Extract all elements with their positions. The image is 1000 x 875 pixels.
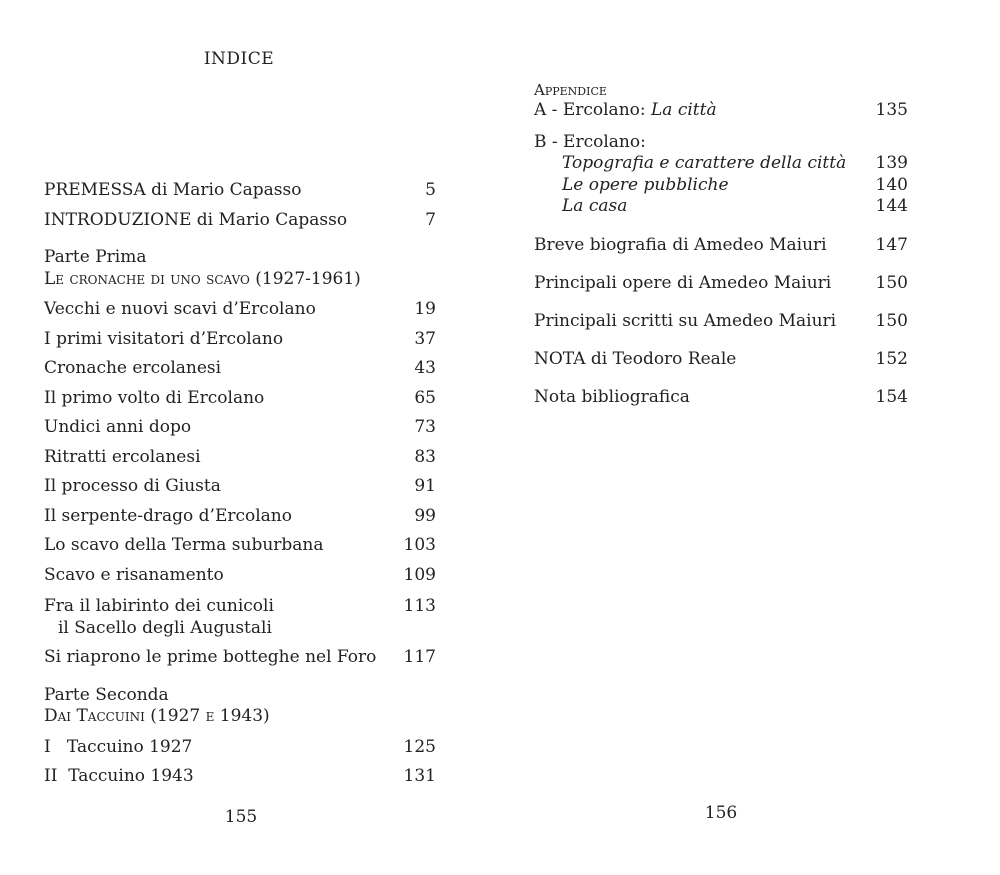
toc-entry-line2: il Sacello degli Augustali xyxy=(58,617,272,638)
toc-entry-page: 91 xyxy=(414,476,436,496)
toc-entry-page: 103 xyxy=(403,535,436,555)
toc-entry-page: 113 xyxy=(403,596,436,616)
toc-entry xyxy=(44,596,436,639)
toc-entry xyxy=(534,378,908,416)
toc-entry-title xyxy=(44,596,396,639)
toc-right xyxy=(534,80,908,416)
part-heading xyxy=(44,685,436,728)
toc-entry-page: 7 xyxy=(425,209,436,230)
toc-entry xyxy=(44,502,436,532)
toc-entry xyxy=(534,226,908,264)
toc-entry-line1: Fra il labirinto dei cunicoli xyxy=(44,596,274,616)
toc-entry xyxy=(44,413,436,443)
toc-entry-title: Il primo volto di Ercolano xyxy=(44,387,265,408)
toc-entry-page: 125 xyxy=(403,736,436,757)
toc-entry-title: Nota bibliografica xyxy=(534,386,690,407)
part-subtitle: Le cronache di uno scavo (1927-1961) xyxy=(44,268,361,289)
toc-entry-title: I primi visitatori d’Ercolano xyxy=(44,328,284,349)
toc-entry-title: La casa xyxy=(562,196,628,216)
toc-subentry xyxy=(534,196,908,218)
toc-entry-title: INTRODUZIONE di Mario Capasso xyxy=(44,209,348,230)
toc-entry xyxy=(44,531,436,561)
toc-entry xyxy=(44,206,436,236)
toc-entry-page: 144 xyxy=(875,196,908,216)
appendix-a-prefix: A - Ercolano: xyxy=(534,100,652,120)
toc-entry xyxy=(44,733,436,763)
toc-entry-title xyxy=(534,100,868,122)
toc-entry-title: Topografia e carattere della città xyxy=(562,153,847,173)
toc-entry-page: 99 xyxy=(414,505,436,526)
toc-entry-page: 65 xyxy=(414,387,436,408)
toc-entry-title: I Taccuino 1927 xyxy=(44,736,193,757)
part-subtitle: Dai Taccuini (1927 e 1943) xyxy=(44,706,270,726)
toc-entry-title: Il processo di Giusta xyxy=(44,476,221,496)
toc-entry xyxy=(534,264,908,302)
toc-entry-page: 139 xyxy=(875,153,908,173)
toc-entry xyxy=(534,132,908,154)
toc-entry-title: Breve biografia di Amedeo Maiuri xyxy=(534,234,827,255)
toc-entry xyxy=(44,325,436,355)
toc-entry xyxy=(44,762,436,792)
toc-entry xyxy=(44,472,436,502)
page-number: 156 xyxy=(704,803,738,823)
toc-entry xyxy=(44,443,436,473)
part-label: Parte Prima xyxy=(44,247,147,267)
toc-entry-page: 19 xyxy=(414,299,436,319)
toc-entry xyxy=(44,384,436,414)
toc-entry-title: II Taccuino 1943 xyxy=(44,766,194,786)
toc-entry-page: 152 xyxy=(875,348,908,369)
toc-entry xyxy=(44,643,436,673)
toc-entry-page: 117 xyxy=(403,647,436,667)
toc-entry-title: Principali opere di Amedeo Maiuri xyxy=(534,272,832,293)
toc-entry-page: 83 xyxy=(414,446,436,467)
toc-entry-page: 131 xyxy=(403,766,436,786)
right-page xyxy=(500,0,1000,875)
toc-entry-title: PREMESSA di Mario Capasso xyxy=(44,180,302,200)
toc-subentry xyxy=(534,175,908,197)
appendix-a-title: La città xyxy=(651,100,717,120)
toc-entry-title: Le opere pubbliche xyxy=(562,174,729,195)
toc-entry-title: Ritratti ercolanesi xyxy=(44,446,201,467)
toc-entry-title: Undici anni dopo xyxy=(44,417,192,437)
toc-entry-title: Lo scavo della Terma suburbana xyxy=(44,535,324,555)
toc-entry xyxy=(534,302,908,340)
toc-entry xyxy=(44,176,436,206)
toc-entry-page: 140 xyxy=(875,174,908,195)
part-label: Parte Seconda xyxy=(44,684,169,705)
toc-entry xyxy=(534,340,908,378)
toc-entry-page: 150 xyxy=(875,272,908,293)
toc-entry-page: 154 xyxy=(875,386,908,407)
toc-entry-title: Principali scritti su Amedeo Maiuri xyxy=(534,310,837,331)
toc-entry xyxy=(44,561,436,591)
toc-entry-title: Vecchi e nuovi scavi d’Ercolano xyxy=(44,299,316,319)
part-heading xyxy=(44,247,436,290)
toc-left xyxy=(44,176,436,792)
toc-entry-page: 37 xyxy=(414,328,436,349)
toc-entry-page: 150 xyxy=(875,310,908,331)
appendix-b-label: B - Ercolano: xyxy=(534,131,646,152)
toc-entry-page: 43 xyxy=(414,358,436,378)
toc-entry-page: 135 xyxy=(875,100,908,120)
toc-entry-page: 5 xyxy=(425,180,436,200)
toc-entry-page: 73 xyxy=(414,417,436,437)
page-number: 155 xyxy=(224,807,258,827)
toc-entry-page: 109 xyxy=(403,564,436,585)
toc-entry xyxy=(44,354,436,384)
toc-entry-title: NOTA di Teodoro Reale xyxy=(534,348,737,369)
toc-entry-title: Il serpente-drago d’Ercolano xyxy=(44,505,292,526)
toc-entry-title: Cronache ercolanesi xyxy=(44,358,222,378)
toc-entry xyxy=(534,100,908,122)
page-title: INDICE xyxy=(203,49,275,69)
toc-entry xyxy=(44,295,436,325)
toc-entry-title: Si riaprono le prime botteghe nel Foro xyxy=(44,647,377,667)
toc-entry-title: Scavo e risanamento xyxy=(44,564,224,585)
toc-entry-page: 147 xyxy=(875,234,908,255)
toc-subentry xyxy=(534,153,908,175)
appendix-heading: Appendice xyxy=(534,81,607,99)
